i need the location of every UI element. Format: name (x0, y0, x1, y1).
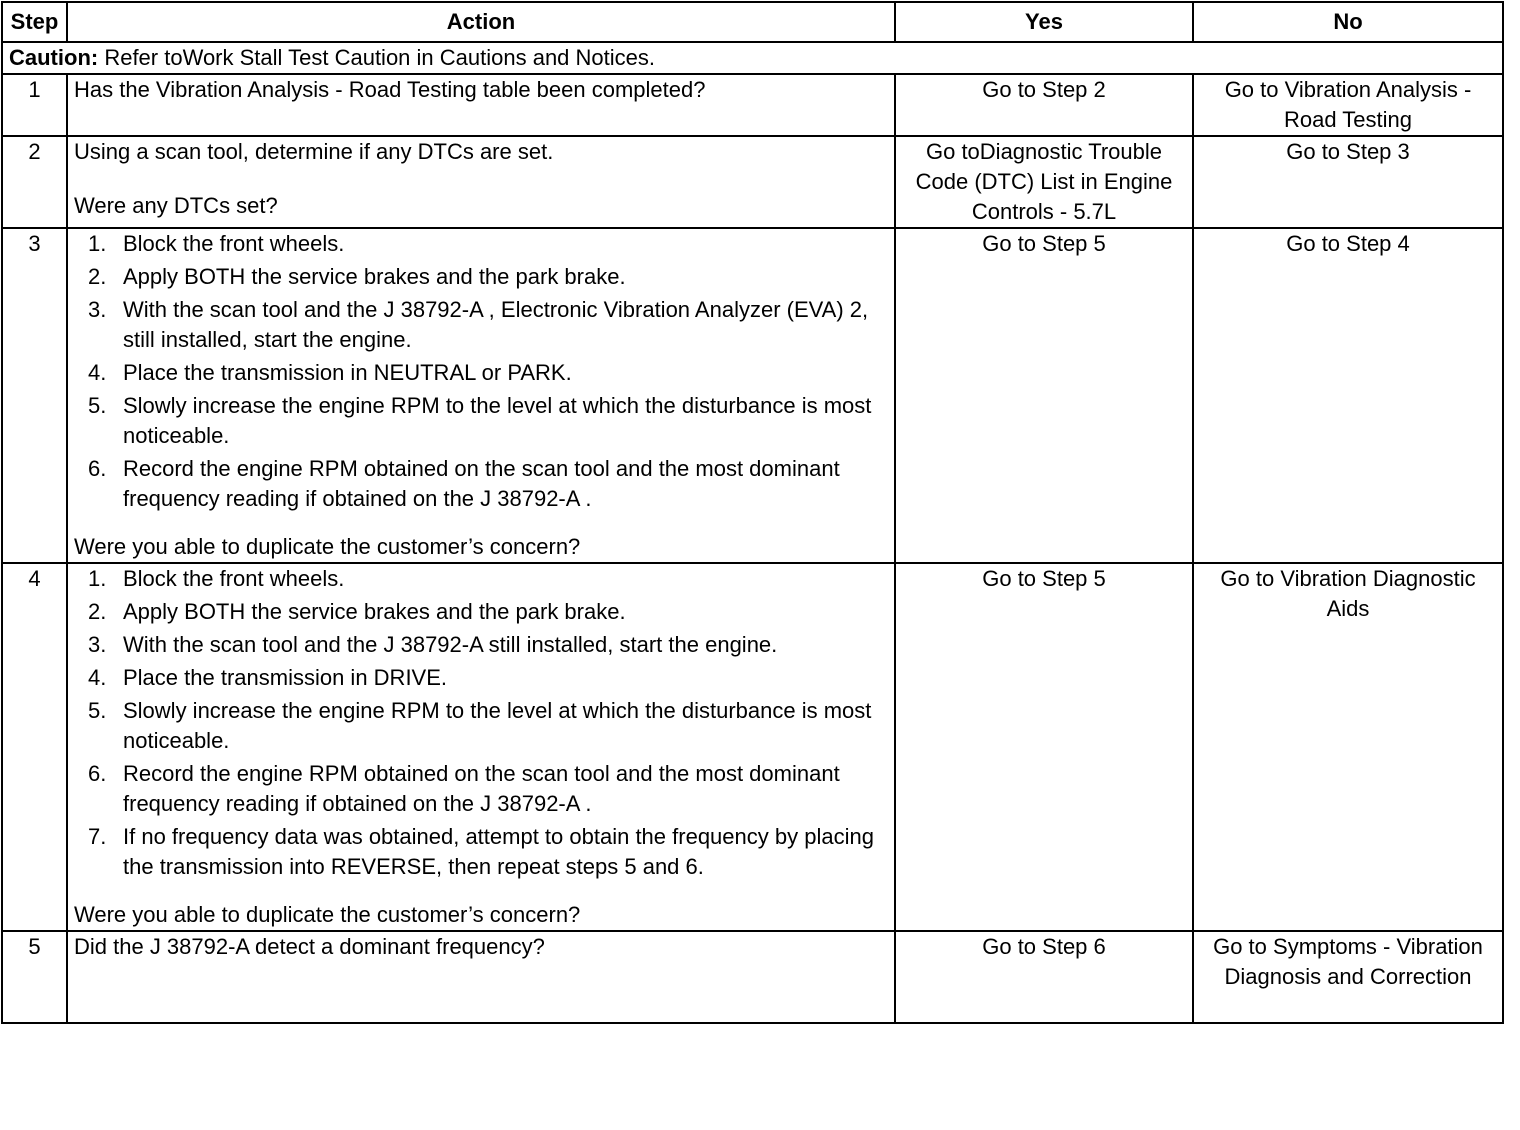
header-step: Step (2, 2, 67, 42)
action-question: Were any DTCs set? (74, 193, 278, 218)
yes-cell: Go to Step 2 (895, 74, 1193, 136)
table-row-step-3 (2, 228, 1503, 563)
header-yes: Yes (895, 2, 1193, 42)
list-item: 5. Slowly increase the engine RPM to the level at which the disturbance is most noticeable. (88, 393, 872, 448)
diagnostic-table (1, 1, 1504, 1024)
table-row-step-1 (2, 74, 1503, 136)
list-item: 4. Place the transmission in NEUTRAL or PARK. (88, 360, 572, 385)
list-item: 7. If no frequency data was obtained, attempt to obtain the frequency by placing the transmission into REVERSE, then repeat steps 5 and 6. (88, 824, 874, 879)
step-number: 4 (2, 563, 67, 931)
yes-cell: Go toDiagnostic Trouble Code (DTC) List in Engine Controls - 5.7L (895, 136, 1193, 228)
yes-cell: Go to Step 5 (895, 563, 1193, 931)
list-item: 2. Apply BOTH the service brakes and the park brake. (88, 599, 626, 624)
list-item: 1. Block the front wheels. (88, 566, 345, 591)
no-cell: Go to Step 3 (1193, 136, 1503, 228)
step-number: 5 (2, 931, 67, 1023)
list-item: 6. Record the engine RPM obtained on the scan tool and the most dominant frequency reading if obtained on the J 38792-A . (88, 761, 840, 816)
list-item: 6. Record the engine RPM obtained on the scan tool and the most dominant frequency reading if obtained on the J 38792-A . (88, 456, 840, 511)
caution-label: Caution: (9, 45, 99, 70)
procedure-list (74, 564, 888, 882)
procedure-list (74, 229, 888, 514)
action-question: Did the J 38792-A detect a dominant frequency? (74, 934, 545, 959)
header-row (2, 2, 1503, 42)
no-cell: Go to Step 4 (1193, 228, 1503, 563)
step-number: 3 (2, 228, 67, 563)
step-number: 1 (2, 74, 67, 136)
list-item: 3. With the scan tool and the J 38792-A still installed, start the engine. (88, 632, 778, 657)
action-cell (67, 74, 895, 136)
caution-cell (2, 42, 1503, 74)
action-question: Has the Vibration Analysis - Road Testing table been completed? (74, 77, 706, 102)
step-number: 2 (2, 136, 67, 228)
action-cell (67, 931, 895, 1023)
action-cell (67, 136, 895, 228)
action-cell (67, 228, 895, 563)
yes-cell: Go to Step 5 (895, 228, 1193, 563)
no-cell: Go to Vibration Analysis - Road Testing (1193, 74, 1503, 136)
table-row-step-2 (2, 136, 1503, 228)
table-row-step-5 (2, 931, 1503, 1023)
yes-cell: Go to Step 6 (895, 931, 1193, 1023)
no-cell: Go to Symptoms - Vibration Diagnosis and Correction (1193, 931, 1503, 1023)
list-item: 2. Apply BOTH the service brakes and the park brake. (88, 264, 626, 289)
action-instruction: Using a scan tool, determine if any DTCs are set. (74, 139, 554, 164)
caution-text: Refer toWork Stall Test Caution in Cautions and Notices. (98, 45, 655, 70)
list-item: 1. Block the front wheels. (88, 231, 345, 256)
header-no: No (1193, 2, 1503, 42)
table-row-step-4 (2, 563, 1503, 931)
header-action: Action (67, 2, 895, 42)
caution-row (2, 42, 1503, 74)
action-question: Were you able to duplicate the customer’s concern? (74, 534, 581, 559)
no-cell: Go to Vibration Diagnostic Aids (1193, 563, 1503, 931)
list-item: 4. Place the transmission in DRIVE. (88, 665, 448, 690)
list-item: 3. With the scan tool and the J 38792-A , Electronic Vibration Analyzer (EVA) 2, still installed, start the engine. (88, 297, 869, 352)
action-question: Were you able to duplicate the customer’s concern? (74, 902, 581, 927)
action-cell (67, 563, 895, 931)
list-item: 5. Slowly increase the engine RPM to the level at which the disturbance is most noticeable. (88, 698, 872, 753)
